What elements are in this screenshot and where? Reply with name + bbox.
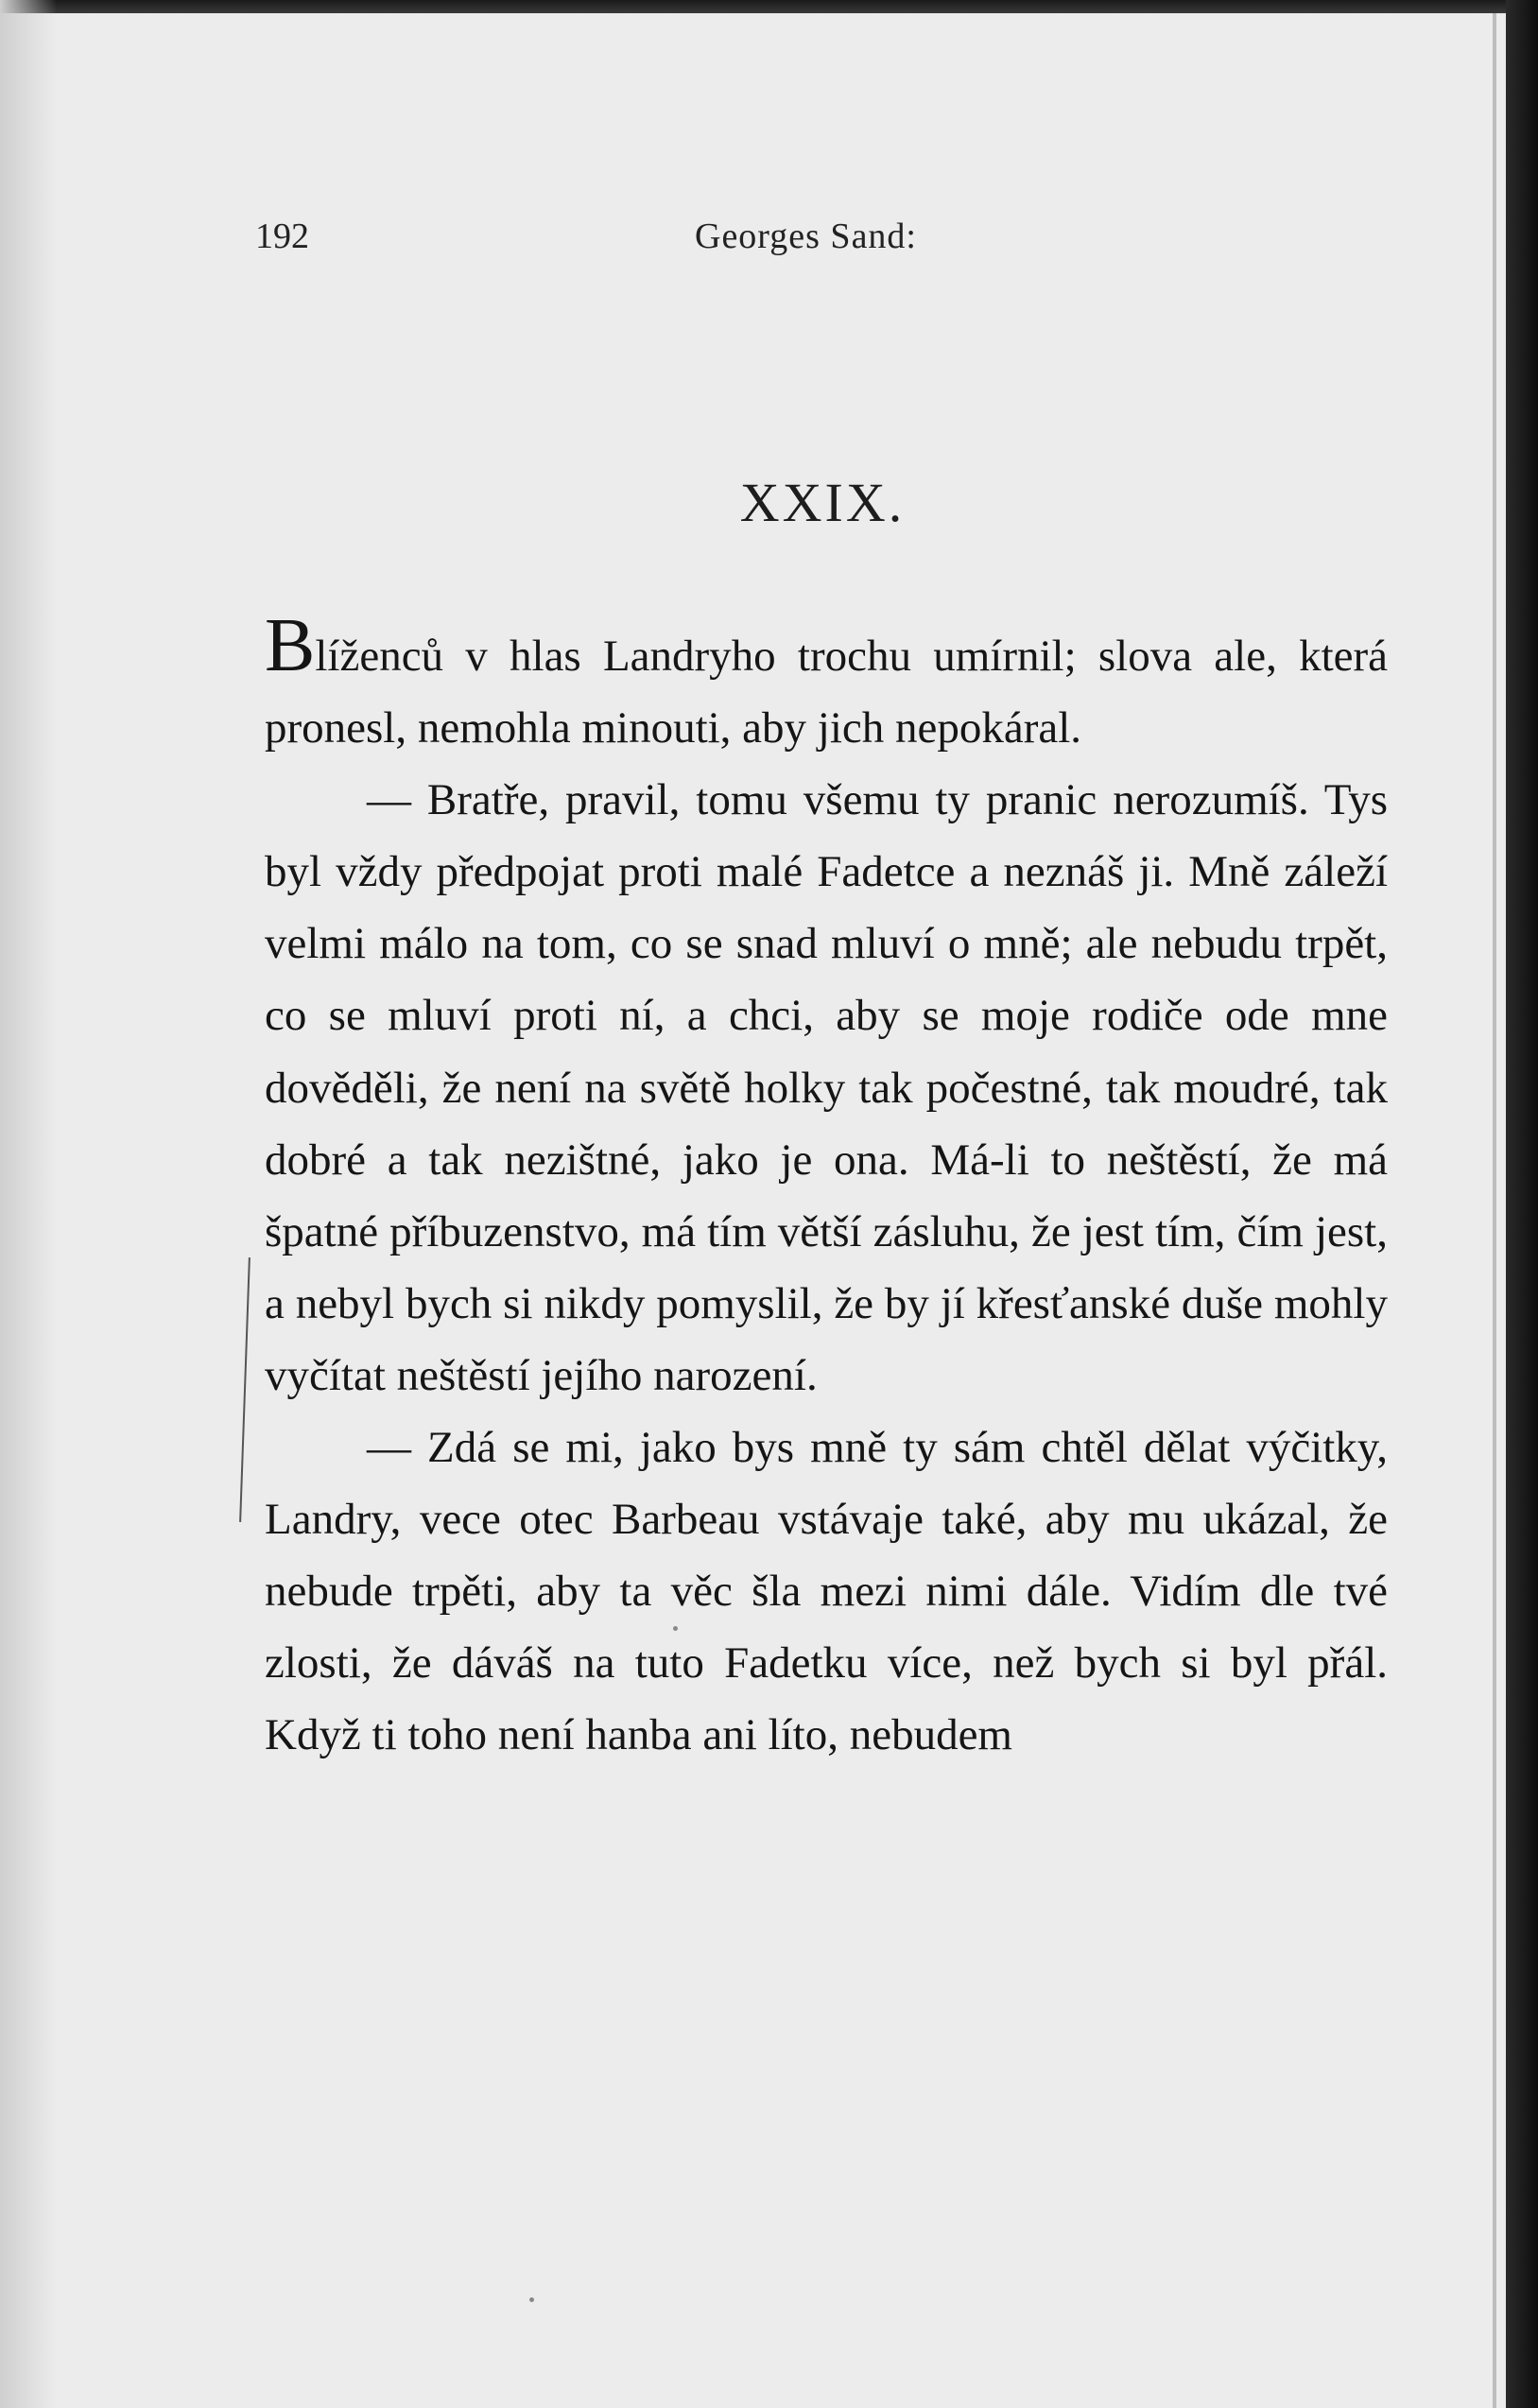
paper-speck bbox=[673, 1626, 678, 1631]
running-title: Georges Sand: bbox=[695, 217, 917, 256]
paragraph-2: — Bratře, pravil, tomu všemu ty pranic nerozumíš. Tys byl vždy předpojat proti malé Fadetce a neznáš ji. Mně záleží velmi málo na tom, co se snad mluví o mně; ale nebudu trpět, co se mluví proti ní, a chci, aby se moje rodiče ode mne dověděli, že není na světě holky tak počestné, tak moudré, tak dobré a tak nezištné, jako je ona. Má-li to neštěstí, že má špatné příbuzenstvo, má tím větší zásluhu, že jest tím, čím jest, a nebyl bych si nikdy pomyslil, že by jí křesťanské duše mohly vyčítat neštěstí jejího narození. bbox=[265, 775, 1388, 1400]
running-head bbox=[255, 216, 974, 259]
paragraph-1-text: líženců v hlas Landryho trochu umírnil; slova ale, která pronesl, nemohla minouti, aby jich nepokáral. bbox=[265, 632, 1388, 754]
body-text bbox=[265, 604, 1388, 1772]
paragraph-3: — Zdá se mi, jako bys mně ty sám chtěl dělat výčitky, Landry, vece otec Barbeau vstávaje také, aby mu ukázal, že nebude trpěti, aby ta věc šla mezi nimi dále. Vidím dle tvé zlosti, že dáváš na tuto Fadetku více, než bych si byl přál. Když ti toho není hanba ani líto, nebudem bbox=[265, 1423, 1388, 1760]
margin-pencil-mark bbox=[239, 1257, 251, 1522]
paper-speck bbox=[529, 2297, 534, 2302]
scan-right-border bbox=[1506, 0, 1538, 2408]
page-number: 192 bbox=[255, 217, 309, 256]
drop-cap: B bbox=[265, 604, 316, 687]
paragraph-1 bbox=[265, 604, 1388, 764]
chapter-heading: XXIX. bbox=[739, 472, 906, 533]
